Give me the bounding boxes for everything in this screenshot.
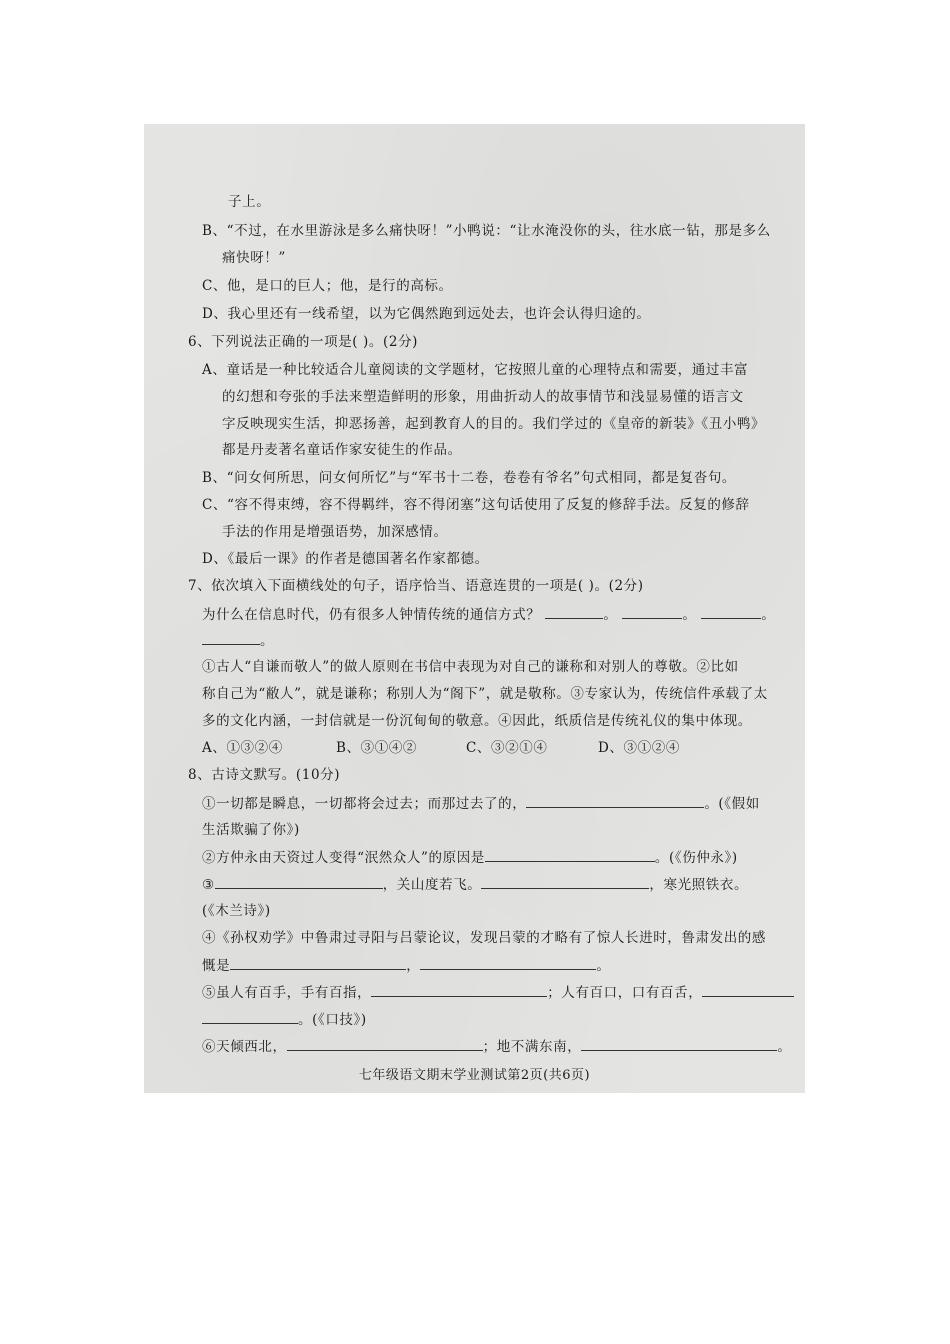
option-b: B、③①④② [336, 740, 418, 756]
text-segment: 。(《伤仲永》) [654, 850, 738, 866]
text-line: 称自己为“敝人”，就是谦称；称别人为“阁下”，就是敬称。③专家认为，传统信件承载了太 [202, 686, 768, 702]
blank-line [230, 955, 406, 970]
question-8: 8、古诗文默写。(10分) [188, 767, 341, 783]
text-line: 生活欺骗了你》) [202, 822, 300, 838]
blank-line [545, 604, 603, 619]
option-d: D、③①②④ [598, 740, 680, 756]
blank-line [287, 1036, 483, 1051]
text-segment: ，寒光照铁衣。 [649, 877, 749, 893]
text-segment: ；人有百口，口有百舌， [547, 985, 703, 1001]
blank-line [215, 874, 383, 889]
text-segment: ⑥天倾西北， [202, 1039, 287, 1055]
text-line: ①古人“自谦而敬人”的做人原则在书信中表现为对自己的谦称和对别人的尊敬。②比如 [202, 659, 739, 675]
text-line [202, 630, 274, 651]
text-line: 都是丹麦著名童话作家安徒生的作品。 [222, 442, 462, 458]
text-segment: ②方仲永由天资过人变得“泯然众人”的原因是 [202, 850, 485, 866]
text-segment: 。 [260, 633, 275, 649]
text-line: 多的文化内涵，一封信就是一份沉甸甸的敬意。④因此，纸质信是传统礼仪的集中体现。 [202, 713, 752, 729]
text-segment: ⑤虽人有百手，手有百指， [202, 985, 372, 1001]
text-segment: ；地不满东南， [482, 1039, 582, 1055]
text-segment: ，关山度若飞。 [382, 877, 482, 893]
text-line [202, 874, 748, 895]
blank-line [526, 793, 704, 808]
text-segment: ①一切都是瞬息，一切都将会过去；而那过去了的， [202, 796, 527, 812]
text-segment: 为什么在信息时代，仍有很多人钟情传统的通信方式？ [202, 607, 541, 623]
text-segment: ， [406, 958, 421, 974]
text-segment: ③ [202, 877, 215, 893]
text-line [202, 982, 794, 1003]
text-line: C、他，是口的巨人；他，是行的高标。 [202, 278, 453, 294]
text-line [202, 1036, 791, 1057]
text-line: D、《最后一课》的作者是德国著名作家都德。 [202, 551, 489, 567]
question-7: 7、依次填入下面横线处的句子，语序恰当、语意连贯的一项是( )。(2分) [188, 578, 644, 594]
text-line: 痛快呀！” [222, 250, 286, 266]
text-line [202, 793, 760, 814]
blank-line [481, 874, 649, 889]
text-line: A、童话是一种比较适合儿童阅读的文学题材，它按照儿童的心理特点和需要，通过丰富 [202, 362, 749, 378]
blank-line [202, 1009, 298, 1024]
text-line: D、我心里还有一线希望，以为它偶然跑到远处去，也许会认得归途的。 [202, 306, 651, 322]
text-segment: 。 [777, 1039, 792, 1055]
text-line: 为什么在信息时代，仍有很多人钟情传统的通信方式？ 。 。 。 [202, 604, 775, 625]
blank-line [420, 955, 596, 970]
scanned-exam-page [144, 124, 805, 1093]
text-line: (《木兰诗》) [202, 903, 271, 919]
text-line: 的幻想和夸张的手法来塑造鲜明的形象，用曲折动人的故事情节和浅显易懂的语言文 [222, 389, 744, 405]
option-c: C、③②①④ [466, 740, 548, 756]
text-line: 手法的作用是增强语势，加深感情。 [222, 524, 448, 540]
text-segment: 。 [596, 958, 611, 974]
text-line [202, 847, 738, 868]
text-segment: 。(《口技》) [298, 1012, 367, 1028]
text-line [202, 955, 610, 976]
blank-line [701, 604, 761, 619]
text-line: B、“不过，在水里游泳是多么痛快呀！”小鸭说：“让水淹没你的头，往水底一钻，那是多么 [202, 223, 771, 239]
page-footer: 七年级语文期末学业测试第2页(共6页) [358, 1068, 591, 1083]
option-a: A、①③②④ [202, 740, 283, 756]
question-6: 6、下列说法正确的一项是( )。(2分) [188, 334, 419, 350]
text-segment: 。(《假如 [704, 796, 760, 812]
blank-line [622, 604, 682, 619]
text-line: B、“问女何所思，问女何所忆”与“军书十二卷，卷卷有爷名”句式相同，都是复沓句。 [202, 470, 737, 486]
text-line: ④《孙权劝学》中鲁肃过寻阳与吕蒙论议，发现吕蒙的才略有了惊人长进时，鲁肃发出的感 [202, 930, 766, 946]
blank-line [202, 630, 260, 645]
blank-line [581, 1036, 777, 1051]
blank-line [371, 982, 547, 997]
text-segment: 慨是 [202, 958, 231, 974]
blank-line [485, 847, 655, 862]
text-line [202, 1009, 367, 1030]
text-line: 字反映现实生活，抑恶扬善，起到教育人的目的。我们学过的《皇帝的新装》《丑小鸭》 [222, 416, 766, 432]
blank-line [702, 982, 794, 997]
text-line: 子上。 [228, 194, 271, 210]
text-line: C、“容不得束缚，容不得羁绊，容不得闭塞”这句话使用了反复的修辞手法。反复的修辞 [202, 497, 750, 513]
